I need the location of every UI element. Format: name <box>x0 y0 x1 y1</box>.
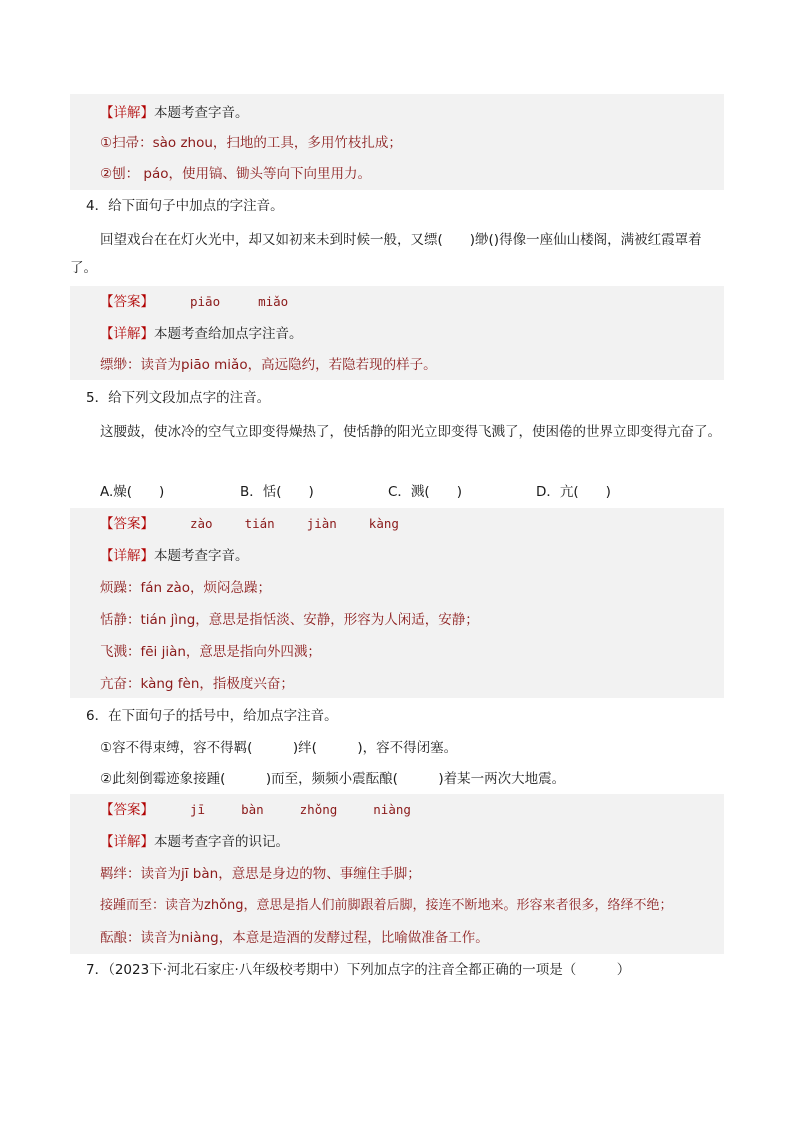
explanation-line: 烦躁：fán zào，烦闷急躁； <box>100 580 271 596</box>
detail-line <box>100 546 249 566</box>
answer-value: miǎo <box>258 294 289 309</box>
option-a: A.燥( ) <box>100 484 165 500</box>
detail-text: 本题考查字音的识记。 <box>154 834 289 850</box>
question-sentence: ②此刻倒霉迹象接踵( )而至，频频小震酝酿( )着某一两次大地震。 <box>100 771 566 787</box>
answer-value: bàn <box>241 802 264 817</box>
answer-value: piāo <box>190 294 221 309</box>
detail-text: 本题考查字音。 <box>154 548 249 564</box>
option-c: C．溅( ) <box>388 484 462 500</box>
explanation-line: ②刨： páo，使用镐、锄头等向下向里用力。 <box>100 166 371 182</box>
question-stem: 6．在下面句子的括号中，给加点字注音。 <box>86 708 338 724</box>
question-sentence: ①容不得束缚，容不得羁( )绊( )，容不得闭塞。 <box>100 740 458 756</box>
question-stem: 7．（2023下·河北石家庄·八年级校考期中）下列加点字的注音全都正确的一项是（ ） <box>86 962 631 978</box>
answer-line <box>100 514 399 534</box>
answer-value: jiàn <box>306 516 337 531</box>
answer-label: 【答案】 <box>100 516 154 532</box>
question-passage: 这腰鼓，使冰冷的空气立即变得燥热了，使恬静的阳光立即变得飞溅了，使困倦的世界立即变得亢奋了。 <box>100 424 721 440</box>
detail-label: 【详解】 <box>100 105 154 121</box>
option-b: B．恬( ) <box>240 484 314 500</box>
answer-value: niàng <box>373 802 411 817</box>
answer-value: zhǒng <box>299 802 338 817</box>
question-stem: 5．给下列文段加点字的注音。 <box>86 390 271 406</box>
question-passage: 回望戏台在在灯火光中，却又如初来未到时候一般，又缥( )缈()得像一座仙山楼阁，满被红霞罩着了。 <box>70 232 702 276</box>
answer-box <box>70 508 724 698</box>
explanation-line: 飞溅：fēi jiàn，意思是指向外四溅； <box>100 644 321 660</box>
explanation-line: 接踵而至：读音为zhǒng，意思是指人们前脚跟着后脚，接连不断地来。形容来者很多，络绎不绝； <box>100 898 673 913</box>
explanation-line: ①扫帚：sào zhou，扫地的工具，多用竹枝扎成； <box>100 135 402 151</box>
explanation-line: 羁绊：读音为jī bàn，意思是身边的物、事缠住手脚； <box>100 866 421 882</box>
explanation-line: 酝酿：读音为niàng，本意是造酒的发酵过程，比喻做准备工作。 <box>100 930 489 946</box>
explanation-line: 缥缈：读音为piāo miǎo，高远隐约，若隐若现的样子。 <box>100 357 437 373</box>
answer-label: 【答案】 <box>100 294 154 310</box>
answer-value: zào <box>190 516 213 531</box>
answer-line <box>100 800 411 820</box>
detail-text: 本题考查字音。 <box>154 105 249 121</box>
answer-value: kàng <box>368 516 399 531</box>
answer-line <box>100 292 288 312</box>
detail-label: 【详解】 <box>100 548 154 564</box>
detail-line <box>100 324 303 344</box>
detail-text: 本题考查给加点字注音。 <box>154 326 303 342</box>
detail-label: 【详解】 <box>100 834 154 850</box>
detail-label: 【详解】 <box>100 326 154 342</box>
option-d: D．亢( ) <box>536 484 611 500</box>
question-stem: 4．给下面句子中加点的字注音。 <box>86 198 284 214</box>
answer-label: 【答案】 <box>100 802 154 818</box>
answer-value: tián <box>244 516 275 531</box>
explanation-line: 恬静：tián jìng，意思是指恬淡、安静，形容为人闲适，安静； <box>100 612 479 628</box>
detail-line <box>100 103 249 123</box>
explanation-line: 亢奋：kàng fèn，指极度兴奋； <box>100 676 294 692</box>
detail-line <box>100 832 289 852</box>
answer-value: jī <box>190 802 206 817</box>
